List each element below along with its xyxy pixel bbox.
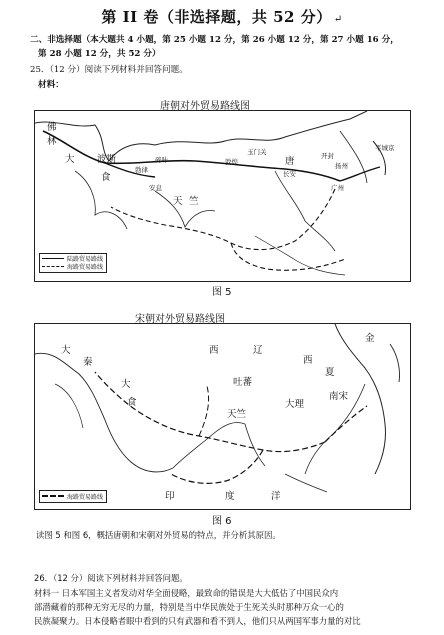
tang-label-yangzhou: 扬州 [335,162,348,170]
tang-label-bolü: 勃律 [135,166,148,174]
song-label-xi: 西 [209,345,219,356]
question-25-instruction: 读图 5 和图 6，概括唐朝和宋朝对外贸易的特点，并分析其原因。 [36,530,281,540]
sea-route-line-icon [42,266,64,267]
section-header-line1: 二、非选择题（本大题共 4 小题，第 25 小题 12 分，第 26 小题 12 分，第 27 小题 16 分， [30,35,399,45]
tang-label-tian: 天 [173,196,183,207]
song-label-liao: 辽 [253,345,263,356]
tang-label-suiye: 碎叶 [155,156,168,164]
exam-part-title [0,6,444,27]
tang-label-persia: 波斯 [97,154,117,165]
figure-6-caption: 图 6 [212,516,232,527]
land-route-line-icon [42,258,64,259]
tang-label-tang: 唐 [285,156,295,167]
tang-label-anxi: 安息 [149,184,162,192]
song-label-da: 大 [61,345,71,356]
question-25-header: 25．（12 分）阅读下列材料并回答问题。 [30,65,188,75]
tang-label-guangzhou: 广州 [331,184,344,192]
song-label-nansong: 南宋 [329,391,349,402]
song-label-dali: 大理 [285,399,305,410]
question-26-header: 26．（12 分）阅读下列材料并回答问题。 [34,573,188,583]
song-label-dashi-da: 大 [121,379,131,390]
tang-label-shi: 食 [101,172,111,183]
tang-label-fu: 佛 [47,122,57,133]
song-label-tianzhu: 天竺 [227,409,247,420]
legend-land-label: 陆路贸易路线 [67,255,104,263]
tang-label-yumenguan: 玉门关 [247,148,267,156]
legend-sea-label: 海路贸易路线 [67,263,104,271]
song-label-qin: 秦 [83,357,93,368]
question-26-line3: 民族凝聚力。日本侵略者眼中看到的只有武器和看不到人，他们只从两国军事力量的对比 [34,616,361,626]
section-header-line2: 第 28 小题 12 分，共 52 分） [38,49,161,59]
song-label-jin: 金 [365,333,375,344]
song-label-indian-ocean-yang: 洋 [271,491,281,502]
return-mark-icon: ↵ [333,14,343,25]
material-label: 材料： [38,80,64,90]
legend-sea-label: 海路贸易路线 [67,493,104,501]
song-label-tubo: 吐蕃 [233,377,253,388]
song-label-dashi-shi: 食 [127,397,137,408]
tang-trade-route-map [34,101,411,282]
exam-part-title-text: 第 II 卷（非选择题，共 52 分） [101,8,332,26]
song-map-title: 宋朝对外贸易路线图 [135,314,225,325]
tang-map-legend [39,253,107,273]
song-label-xixia-xi: 西 [303,355,313,366]
tang-label-pingchengjing: 平城京 [375,144,395,152]
song-label-xixia-xia: 夏 [325,367,335,378]
tang-label-zhu: 竺 [189,196,199,207]
figure-5-caption: 图 5 [212,287,232,298]
song-label-indian-ocean-du: 度 [225,491,235,502]
song-map-legend [39,490,107,503]
question-26-line1: 材料一 日本军国主义者发动对华全面侵略，最致命的错误是大大低估了中国民众内 [34,588,339,598]
tang-map-title: 唐朝对外贸易路线图 [160,101,250,112]
tang-label-kaifeng: 开封 [321,152,334,160]
song-label-indian-ocean-yin: 印 [165,491,175,502]
tang-label-dunhuang: 敦煌 [225,158,238,166]
song-map-graphic [35,324,410,509]
tang-label-da: 大 [65,154,75,165]
tang-label-lin: 林 [47,136,57,147]
song-trade-route-map [34,314,411,510]
question-26-line2: 部潜藏着的那种无穷无尽的力量，特别是当中华民族处于生死关头时那种万众一心的 [34,602,344,612]
sea-route-line-icon [42,495,64,497]
tang-label-changan: 长安 [283,170,296,178]
